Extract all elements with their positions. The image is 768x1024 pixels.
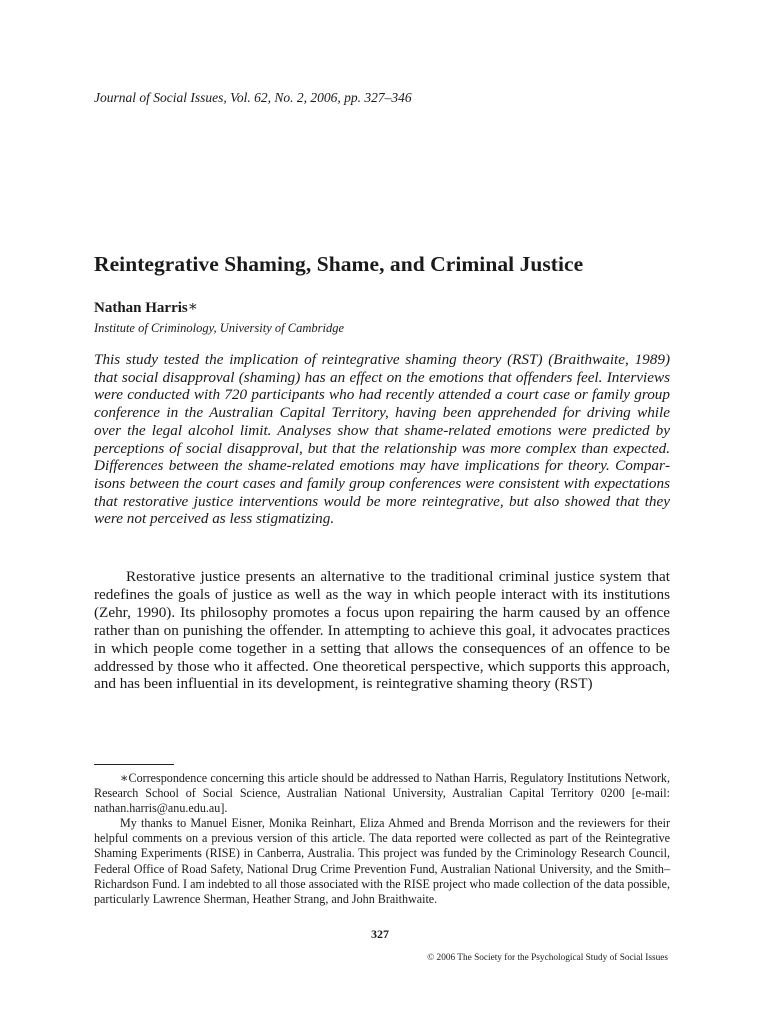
body-paragraph: Restorative justice presents an alternative to the traditional criminal justice system that redefines the goals of justice as well as the way in which people interact with its institutions (Zehr, 1990). Its philosophy promotes a focus upon repairing the harm caused by an offence rather than on punishing the offender. In attempting to achieve this goal, it advocates practices in which people come together in a setting that allows the consequences of an offence to be addressed by those who it affected. One theoretical perspective, which supports this approach, and has been influential in its development, is reintegrative shaming theory (RST): [94, 568, 670, 693]
copyright-notice: © 2006 The Society for the Psychological Study of Social Issues: [427, 953, 668, 963]
article-title: Reintegrative Shaming, Shame, and Criminal Justice: [94, 252, 584, 276]
footnote-acknowledgements: My thanks to Manuel Eisner, Monika Reinhart, Eliza Ahmed and Brenda Morrison and the reviewers for their helpful comments on a previous version of this article. The data reported were collected as part of the Reintegrative Shaming Experiments (RISE) in Canberra, Australia. This project was funded by the Criminology Research Council, Federal Office of Road Safety, National Drug Crime Prevention Fund, Australian National University, and the Smith–Richardson Fund. I am indebted to all those associated with the RISE project who made collection of the data possible, particularly Lawrence Sherman, Heather Strang, and John Braithwaite.: [94, 816, 671, 907]
author-footnote-mark: ∗: [187, 299, 198, 315]
footnote-mark: ∗: [120, 771, 129, 785]
journal-citation: Journal of Social Issues, Vol. 62, No. 2, 2006, pp. 327–346: [94, 90, 412, 105]
abstract: This study tested the implication of reintegrative shaming theory (RST) (Braithwaite, 1989) that social disapproval (shaming) has an effect on the emotions that offenders feel. Interviews were conducted with 720 participants who had recently attended a court case or family group conference in the Australian Capital Territory, having been apprehended for driving while over the legal alcohol limit. Analyses show that shame-related emotions were predicted by perceptions of social disapproval, but that the relationship was more complex than expected. Differences between the shame-related emotions may have implications for theory. Comparisons between the court cases and family group conferences were consistent with expectations that restorative justice interventions would be more reintegrative, but also showed that they were not perceived as less stigmatizing.: [94, 351, 670, 528]
author-name: Nathan Harris: [94, 300, 188, 316]
author-line: [94, 300, 198, 319]
author-affiliation: Institute of Criminology, University of Cambridge: [94, 321, 344, 335]
footnote-correspondence: [94, 771, 670, 817]
footnote-rule: [94, 764, 174, 765]
page-number: 327: [371, 927, 389, 941]
footnote-correspondence-text: Correspondence concerning this article should be addressed to Nathan Harris, Regulatory Institutions Network, Research School of Social Science, Australian National University, Australian Capital Territory 0200 [e-mail: nathan.harris@anu.edu.au].: [94, 771, 670, 816]
